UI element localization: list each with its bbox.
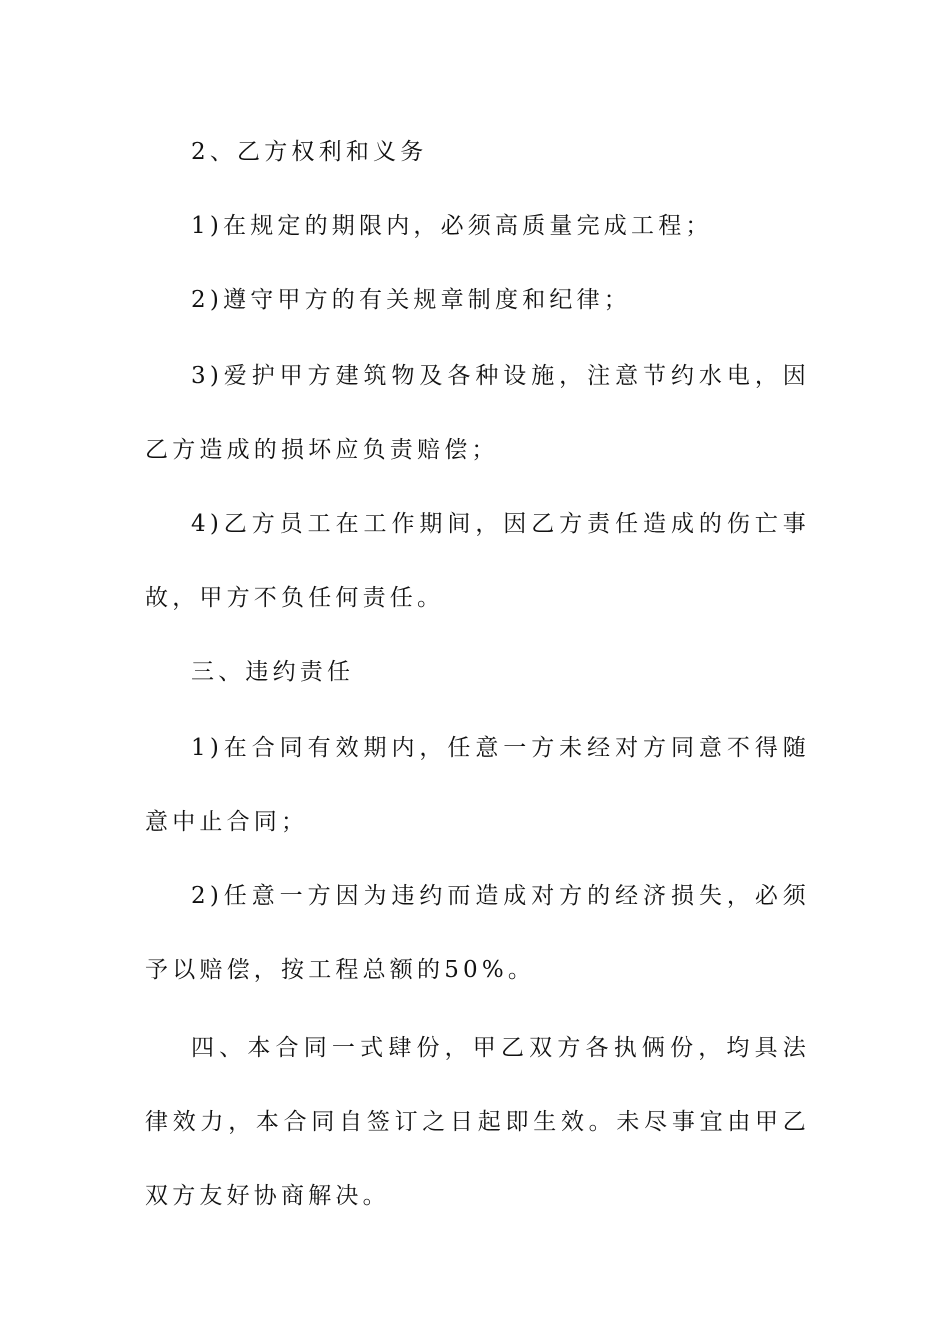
breach-item-1: 1)在合同有效期内，任意一方未经对方同意不得随意中止合同； xyxy=(145,735,810,835)
clause-item-2: 2)遵守甲方的有关规章制度和纪律； xyxy=(191,287,632,313)
breach-item-2: 2)任意一方因为违约而造成对方的经济损失，必须予以赔偿，按工程总额的50%。 xyxy=(145,883,810,983)
section-heading-breach-liability: 三、违约责任 xyxy=(191,659,355,685)
section-four-copies-clause: 四、本合同一式肆份，甲乙双方各执俩份，均具法律效力，本合同自签订之日起即生效。未尽事宜由甲乙双方友好协商解决。 xyxy=(145,1035,810,1209)
clause-item-4: 4)乙方员工在工作期间，因乙方责任造成的伤亡事故，甲方不负任何责任。 xyxy=(145,511,810,611)
clause-item-3: 3)爱护甲方建筑物及各种设施，注意节约水电，因乙方造成的损坏应负责赔偿； xyxy=(145,363,810,463)
section-heading-party-b-rights: 2、乙方权利和义务 xyxy=(191,139,428,165)
clause-item-1: 1)在规定的期限内，必须高质量完成工程； xyxy=(191,213,713,239)
